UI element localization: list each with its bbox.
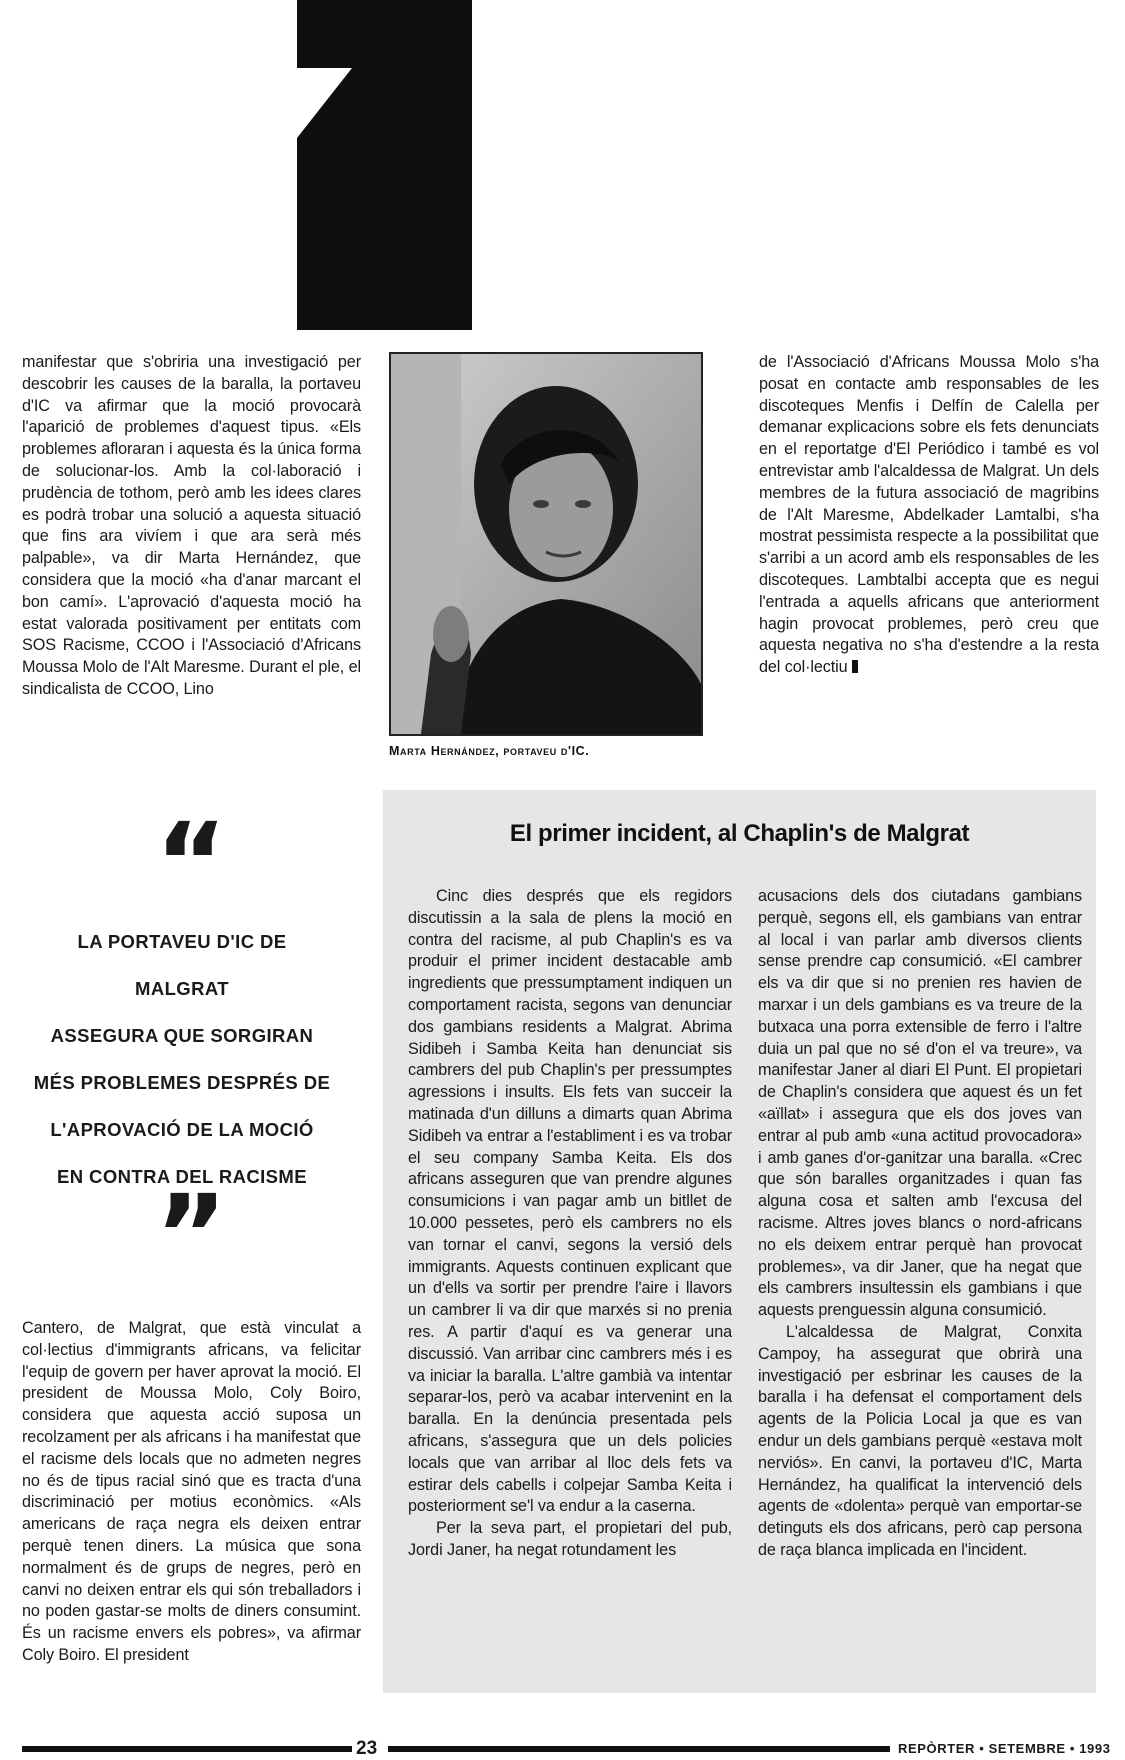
portrait-photo	[389, 352, 703, 736]
pull-quote	[32, 918, 332, 1200]
sidebar-paragraph: acusacions dels dos ciutadans gambians perquè, segons ell, els gambians van entrar al local i van parlar amb diversos clients sense prendre cap consumició. «El cambrer els va dir que si no prenien res havien de marxar i un dels gambians es va treure de la butxaca una porra extensible de ferro i l'altre duia un pal que no sé d'on el va treure», va manifestar Janer al diari El Punt. El propietari de Chaplin's considera que aquest és un fet «aïllat» i assegura que els dos joves van entrar al pub amb «una actitud provocadora» i amb ganes d'or-ganitzar una baralla. «Crec que són baralles organitzades i quan fas alguna cosa et salten amb l'excusa del racisme. Altres joves blancs o nord-africans no els deixem entrar perquè han provocat problemes», va dir Janer, que ha negat que els cambrers insultessin els gambians i que aquests prenguessin alguna consumició.	[758, 887, 1082, 1320]
sidebar-paragraph: Cinc dies després que els regidors discutissin a la sala de plens la moció en contra del racisme, al pub Chaplin's es va produir el primer incident destacable amb ingredients que pressumptament indiquen un comportament racista, segons van denunciar dos gambians residents a Malgrat. Abrima Sidibeh i Samba Keita han denunciat sis cambrers del pub Chaplin's per pressumptes agressions i insults. Els fets van succeir la matinada d'un dilluns a dimarts quan Abrima Sidibeh va entrar a l'establiment i es va trobar el seu company Samba Keita. Els dos africans asseguren que van prendre algunes consumicions i van pagar amb un bitllet de 10.000 pessetes, però els cambrers no els van tornar el canvi, segons la versió dels immigrants. Aquests continuen explicant que un d'ells va sortir per prendre l'aire i llavors un cambrer li va dir que marxés si no prenia res. A partir d'aquí es va generar una discussió. Van arribar cinc cambrers més i es va iniciar la baralla. L'altre gambià va intentar separar-los, però va acabar intervenint en la baralla. En la denúncia presentada pels africans, s'assegura que un dels policies locals que van arribar al lloc dels fets va estirar dels cabells i colpejar Samba Keita i posteriorment se'l va endur a la caserna.	[408, 887, 732, 1516]
sidebar-column-1	[408, 886, 732, 1562]
page-number: 23	[356, 1738, 378, 1759]
sidebar-paragraph: L'alcaldessa de Malgrat, Conxita Campoy, ha assegurat que obrirà una investigació per esbrinar les causes de la baralla i ha defensat el comportament dels agents de la Policia Local ja que es van endur un dels gambians perquè «estava molt nerviós». En canvi, la portaveu d'IC, Marta Hernández, ha qualificat la intervenció dels agents de «dolenta» perquè van emportar-se detinguts els dos africans, però cap persona de raça blanca implicada en l'incident.	[758, 1322, 1082, 1559]
magazine-issue: REPÒRTER • SETEMBRE • 1993	[898, 1741, 1111, 1756]
top-left-text: manifestar que s'obriria una investigació per descobrir les causes de la baralla, la portaveu d'IC va afirmar que la moció provocarà l'aparició de problemes d'aquest tipus. «Els problemes afloraran i aquesta és la única forma de solucionar-los. Amb la col·laboració i prudència de tothom, però amb les idees clares es podrà trobar una solució a aquesta situació que fins ara vivíem i que ara serà més palpable», va dir Marta Hernández, que considera que la moció «ha d'anar marcant el bon camí». L'aprovació d'aquesta moció ha estat valorada positivament per entitats com SOS Racisme, CCOO i l'Associació d'Africans Moussa Molo de l'Alt Maresme. Durant el ple, el sindicalista de CCOO, Lino	[22, 353, 361, 698]
close-quote-mark: ”	[155, 1171, 228, 1299]
bottom-left-text: Cantero, de Malgrat, que està vinculat a col·lectius d'immigrants africans, va felicitar l'equip de govern per haver aprovat la moció. El president de Moussa Molo, Coly Boiro, considera que aquesta acció suposa un recolzament per als africans i ha manifestat que el racisme dels locals que no admeten negres no és de tipus racial sinó que es tracta d'una discriminació per motius econòmics. «Als americans de raça negra els deixen entrar perquè tenen diners. La música que sona normalment és de grups de negres, però en canvi no deixen entrar els qui són treballadors i no poden gastar-se molts de diners consumint. És un racisme envers els pobres», va afirmar Coly Boiro. El president	[22, 1319, 361, 1664]
pull-quote-line: LA PORTAVEU D'IC DE MALGRAT	[77, 931, 287, 999]
open-quote-mark: “	[155, 799, 228, 927]
footer-rule-right	[388, 1746, 890, 1752]
sidebar-title: El primer incident, al Chaplin's de Malgrat	[509, 820, 970, 847]
bottom-left-column	[22, 1318, 361, 1667]
top-right-column	[759, 352, 1099, 679]
pull-quote-line: L'APROVACIÓ DE LA MOCIÓ	[50, 1119, 314, 1140]
decorative-black-bar	[297, 0, 472, 330]
pull-quote-line: MÉS PROBLEMES DESPRÉS DE	[33, 1072, 331, 1093]
sidebar-column-2	[758, 886, 1082, 1562]
end-mark	[852, 660, 858, 673]
pull-quote-line: EN CONTRA DEL RACISME	[57, 1166, 307, 1187]
top-left-column	[22, 352, 361, 701]
decorative-notch	[297, 68, 352, 138]
footer-rule-left	[22, 1746, 352, 1752]
sidebar-paragraph: Per la seva part, el propietari del pub, Jordi Janer, ha negat rotundament les	[408, 1519, 732, 1559]
top-right-text: de l'Associació d'Africans Moussa Molo s'ha posat en contacte amb responsables de les discoteques Menfis i Delfín de Calella per demanar explicacions sobre els fets denunciats en el reportatge d'El Periódico i també es vol entrevistar amb l'alcaldessa de Malgrat. Un dels membres de la futura associació de magribins de l'Alt Maresme, Abdelkader Lamtalbi, s'ha mostrat pessimista respecte a la possibilitat que s'arribi a un acord amb els responsables de les discoteques. Lambtalbi accepta que es negui l'entrada a aquells africans que anteriorment hagin provocat problemes, però creu que aquesta negativa no s'ha d'estendre a la resta del col·lectiu	[759, 353, 1099, 677]
portrait-image	[391, 354, 701, 734]
photo-caption: Marta Hernández, portaveu d'IC.	[389, 744, 590, 758]
pull-quote-line: ASSEGURA QUE SORGIRAN	[50, 1025, 314, 1046]
